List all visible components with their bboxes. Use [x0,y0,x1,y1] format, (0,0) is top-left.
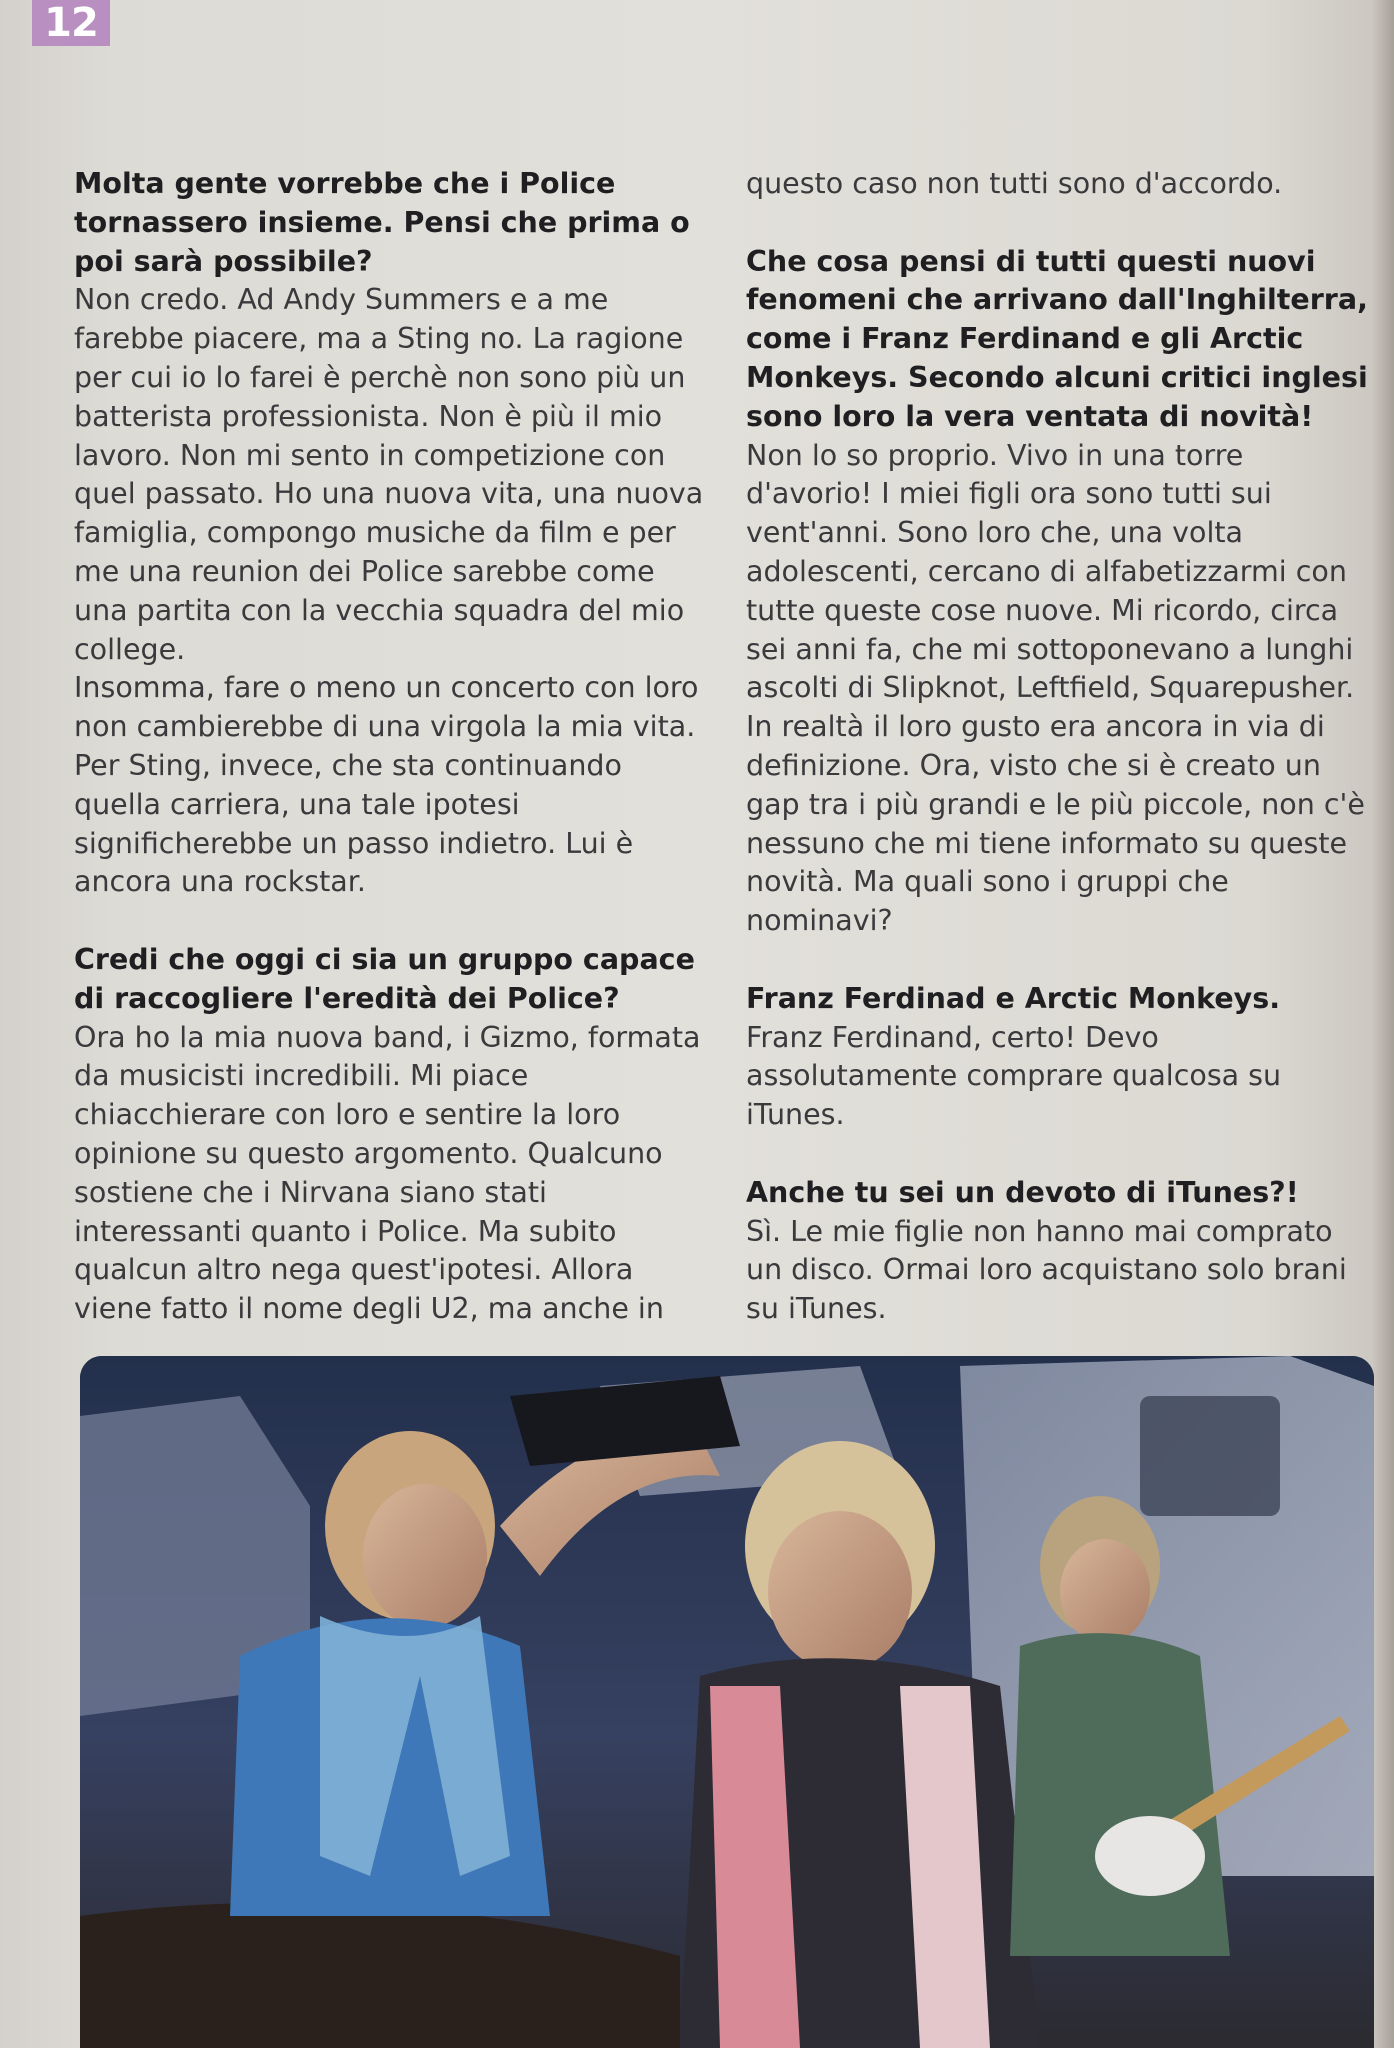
band-photo [80,1356,1374,2048]
question-5: Anche tu sei un devoto di iTunes?! [746,1175,1299,1209]
interview-block-2 [74,941,714,1329]
question-1: Molta gente vorrebbe che i Police tornassero insieme. Pensi che prima o poi sarà possibile? [74,167,690,278]
answer-4: Franz Ferdinand, certo! Devo assolutamente comprare qualcosa su iTunes. [746,1020,1282,1132]
interview-block-1 [74,165,714,902]
answer-2-continuation: questo caso non tutti sono d'accordo. [746,167,1283,200]
page-number: 12 [32,0,110,46]
question-2: Credi che oggi ci sia un gruppo capace di raccogliere l'eredità dei Police? [74,942,695,1015]
interview-block-4 [746,980,1376,1135]
band-photo-illustration [80,1356,1374,2048]
answer-5: Sì. Le mie figlie non hanno mai comprato un disco. Ormai loro acquistano solo brani su iTunes. [746,1214,1347,1326]
answer-1: Non credo. Ad Andy Summers e a me farebbe piacere, ma a Sting no. La ragione per cui io lo farei è perchè non sono più un batterista professionista. Non è più il mio lavoro. Non mi sento in competizione con quel passato. Ho una nuova vita, una nuova famiglia, compongo musiche da film e per me una reunion dei Police sarebbe come una partita con la vecchia squadra del mio college. Insomma, fare o meno un concerto con loro non cambierebbe di una virgola la mia vita. Per Sting, invece, che sta continuando quella carriera, una tale ipotesi significherebbe un passo indietro. Lui è ancora una rockstar. [74,283,704,899]
page-edge-shadow [1372,0,1394,2048]
answer-3: Non lo so proprio. Vivo in una torre d'avorio! I miei figli ora sono tutti sui vent'anni. Sono loro che, una volta adolescenti, cercano di alfabetizzarmi con tutte queste cose nuove. Mi ricordo, circa sei anni fa, che mi sottoponevano a lunghi ascolti di Slipknot, Leftfield, Squarepusher. In realtà il loro gusto era ancora in via di definizione. Ora, visto che si è creato un gap tra i più grandi e le più piccole, non c'è nessuno che mi tiene informato su queste novità. Ma quali sono i gruppi che nominavi? [746,438,1365,938]
left-column [74,165,714,1368]
question-4: Franz Ferdinad e Arctic Monkeys. [746,981,1281,1015]
question-3: Che cosa pensi di tutti questi nuovi fenomeni che arrivano dall'Inghilterra, come i Franz Ferdinand e gli Arctic Monkeys. Secondo alcuni critici inglesi sono loro la vera ventata di novità! [746,244,1368,433]
interview-block-5 [746,1174,1376,1329]
answer-2: Ora ho la mia nuova band, i Gizmo, formata da musicisti incredibili. Mi piace chiacchierare con loro e sentire la loro opinione su questo argomento. Qualcuno sostiene che i Nirvana siano stati interessanti quanto i Police. Ma subito qualcun altro nega quest'ipotesi. Allora viene fatto il nome degli U2, ma anche in [74,1020,701,1326]
interview-block-3 [746,243,1376,941]
right-column [746,165,1376,1368]
